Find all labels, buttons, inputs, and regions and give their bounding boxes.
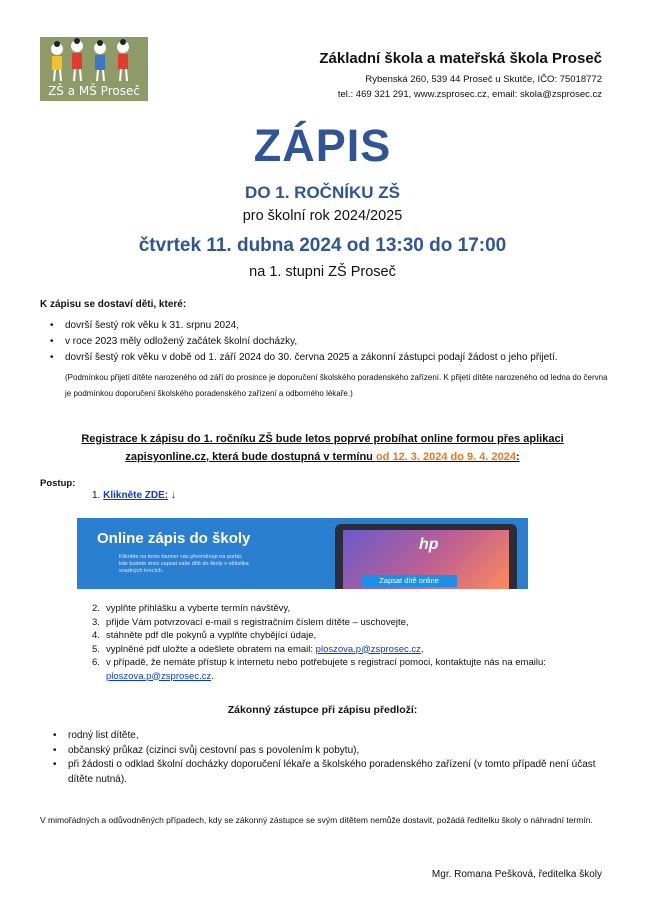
page-title: ZÁPIS <box>253 120 392 171</box>
list-item <box>50 350 610 366</box>
list-item <box>92 656 572 683</box>
list-item <box>53 758 613 787</box>
registration-text-1: Registrace k zápisu do 1. ročníku ZŠ bude letos poprvé probíhat online formou přes aplikaci <box>81 433 564 445</box>
document-text: občanský průkaz (cizinci svůj cestovní pas s povolením k pobytu), <box>68 744 360 756</box>
document-text: při žádosti o odklad školní docházky doporučení lékaře a školského poradenského zařízení (v tomto případě není účast dítěte nutná). <box>68 759 596 785</box>
conditions-list <box>50 318 610 366</box>
school-address: Rybenská 260, 539 44 Proseč u Skutče, IČO: 75018772 <box>365 74 602 85</box>
registration-dates: od 12. 3. 2024 do 9. 4. 2024 <box>375 451 516 463</box>
step-number: 6. <box>92 657 100 668</box>
email-link[interactable]: ploszova.p@zsprosec.cz <box>106 670 212 682</box>
school-year: pro školní rok 2024/2025 <box>242 208 403 224</box>
condition-text: dovrší šestý rok věku k 31. srpnu 2024, <box>65 320 239 331</box>
bullet-icon: • <box>53 744 57 756</box>
document-text: rodný list dítěte, <box>68 730 139 741</box>
banner-title: Online zápis do školy <box>97 530 251 547</box>
hp-logo-icon: hp <box>419 536 439 553</box>
step-punctuation: . <box>211 670 214 682</box>
registration-text-2: zapisyonline.cz, která bude dostupná v termínu <box>125 451 376 463</box>
list-item <box>53 729 613 744</box>
event-date: čtvrtek 11. dubna 2024 od 13:30 do 17:00 <box>138 235 507 256</box>
list-item <box>92 643 572 657</box>
guardian-heading: Zákonný zástupce při zápisu předloží: <box>227 704 418 716</box>
laptop-screen <box>343 530 509 589</box>
list-item <box>50 318 610 334</box>
school-name: Základní škola a mateřská škola Proseč <box>319 50 602 67</box>
documents-list <box>53 729 613 787</box>
banner-text: Klikněte na tento banner vás přesměruje na portál, kde budete moci zapsat vaše dítě do školy v několika snadných krocích. <box>119 554 249 574</box>
bullet-icon: • <box>53 759 57 770</box>
step-number: 4. <box>92 630 100 641</box>
page-subtitle: DO 1. ROČNÍKU ZŠ <box>245 183 400 202</box>
bullet-icon: • <box>50 352 54 363</box>
registration-colon: : <box>515 451 520 463</box>
arrow-down-icon: ↓ <box>170 490 176 501</box>
condition-text: dovrší šestý rok věku v době od 1. září 2024 do 30. června 2025 a zákonní zástupci podají žádost o jeho přijetí. <box>65 352 558 363</box>
list-item <box>50 334 610 350</box>
step-punctuation: , <box>420 643 424 655</box>
signature: Mgr. Romana Pešková, ředitelka školy <box>431 869 602 880</box>
step-number: 2. <box>92 603 100 614</box>
final-note: V mimořádných a odůvodněných případech, kdy se zákonný zástupce se svým dítětem nemůže dostavit, požádá ředitelku školy o náhradní termín. <box>40 815 593 825</box>
click-here-link[interactable]: Klikněte ZDE: <box>103 490 169 501</box>
list-item <box>92 616 572 630</box>
school-contact: tel.: 469 321 291, www.zsprosec.cz, email: skola@zsprosec.cz <box>337 89 602 100</box>
list-item <box>92 629 572 643</box>
step-number: 3. <box>92 616 100 628</box>
condition-text: v roce 2023 měly odložený začátek školní docházky, <box>65 336 298 347</box>
bullet-icon: • <box>50 320 54 331</box>
step-text: vyplňte přihlášku a vyberte termín návštěvy, <box>106 603 291 614</box>
procedure-label: Postup: <box>40 478 76 489</box>
step-text: přijde Vám potvrzovací e-mail s registračním číslem dítěte – uschovejte, <box>106 616 409 628</box>
list-item <box>92 602 572 616</box>
bullet-icon: • <box>53 730 57 741</box>
registration-info <box>40 430 605 466</box>
enroll-online-button[interactable]: Zapsat dítě online <box>361 575 457 587</box>
intro-text: K zápisu se dostaví děti, které: <box>40 299 187 310</box>
step-text: vyplněné pdf uložte a odešlete obratem na email: <box>106 643 316 655</box>
steps-list <box>92 602 572 683</box>
step-1 <box>92 490 176 501</box>
event-place: na 1. stupni ZŠ Proseč <box>249 264 396 280</box>
step-text: v případě, že nemáte přístup k internetu nebo potřebujete s registrací pomoci, kontaktujte nás na emailu: <box>106 657 546 668</box>
bullet-icon: • <box>50 336 54 347</box>
online-registration-banner[interactable] <box>77 518 528 589</box>
school-logo <box>40 37 148 101</box>
email-link[interactable]: ploszova.p@zsprosec.cz <box>315 643 421 655</box>
admission-note: (Podmínkou přijetí dítěte narozeného od září do prosince je doporučení školského poradenského zařízení. K přijetí dítěte narozeného od ledna do června je podmínkou doporučení školského poradenského zařízení a odborného lékaře.) <box>65 373 608 398</box>
children-logo-icon <box>40 37 148 83</box>
step-number: 5. <box>92 643 100 655</box>
laptop-icon <box>335 524 517 589</box>
step-text: stáhněte pdf dle pokynů a vyplňte chybějící údaje, <box>106 630 317 641</box>
logo-label: ZŠ a MŠ Proseč <box>48 84 140 98</box>
list-item <box>53 744 613 759</box>
step-number: 1. <box>92 490 101 501</box>
